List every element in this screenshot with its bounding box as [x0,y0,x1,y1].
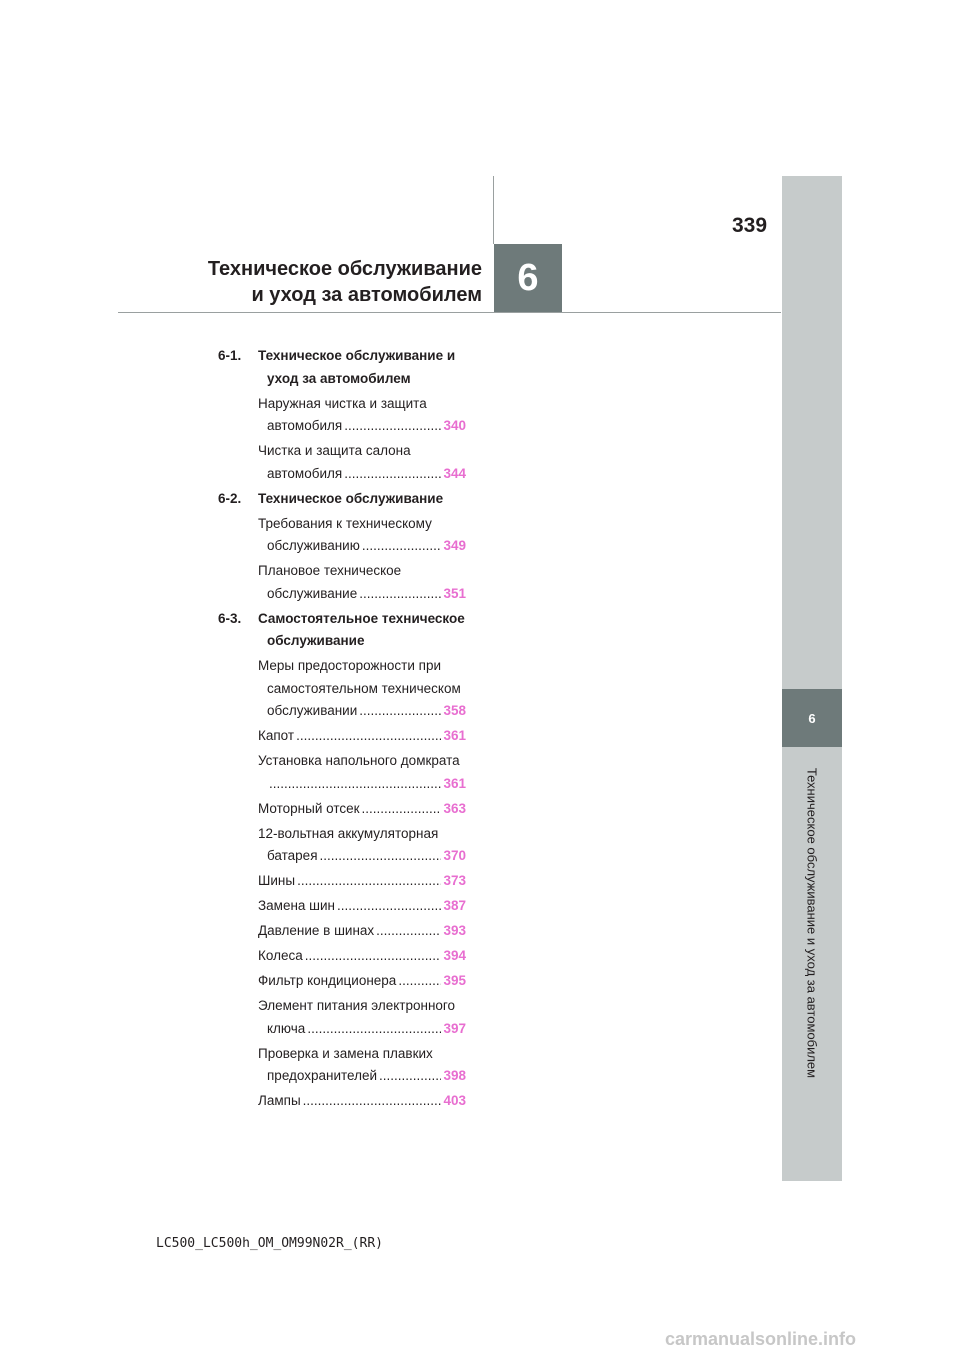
side-tab-label: Техническое обслуживание и уход за автомобилем [804,767,820,1079]
toc-entry[interactable] [218,725,466,748]
toc-entry[interactable] [218,870,466,893]
toc-page-link[interactable]: 361 [443,728,466,743]
header-divider-vertical [493,176,494,244]
toc-entry[interactable] [218,463,466,486]
toc-entry[interactable] [218,945,466,968]
toc-entry[interactable] [218,920,466,943]
toc-section-6-1[interactable] [218,345,466,368]
toc-page-link[interactable]: 387 [443,898,466,913]
toc-page-link[interactable]: 361 [443,775,466,791]
toc-entry[interactable] [218,1090,466,1113]
chapter-title-line1: Техническое обслуживание [207,258,482,280]
toc-page-link[interactable]: 394 [443,948,466,963]
toc-entry-text: Замена шин [258,898,335,913]
toc-entry-text: Лампы [258,1093,301,1108]
toc-entry-text: ключа [267,1020,306,1036]
toc-entry-text: обслуживании [267,703,358,718]
toc-page-link[interactable]: 395 [443,973,466,988]
toc-entry-line[interactable]: Проверка и замена плавких [258,1045,433,1061]
toc-page-link[interactable]: 340 [443,418,466,433]
toc-section-6-2[interactable] [218,488,466,511]
side-tab-upper [782,176,842,689]
toc-entry-text: обслуживанию [267,538,360,553]
chapter-number-badge: 6 [494,244,562,312]
toc-entry-text: Моторный отсек [258,800,360,816]
toc-entry-text: Капот [258,728,295,743]
toc-entry[interactable] [218,845,466,868]
document-footer-code: LC500_LC500h_OM_OM99N02R_(RR) [156,1236,383,1251]
toc-section-title: Самостоятельное техническое [258,610,465,626]
toc-entry[interactable] [218,773,466,796]
toc-page-link[interactable]: 403 [443,1093,466,1108]
toc-entry-line[interactable]: Требования к техническому [258,515,432,531]
toc-entry-text: Давление в шинах [258,923,375,938]
toc-entry-line[interactable]: самостоятельном техническом [267,680,461,696]
toc-entry-line[interactable]: Элемент питания электронного [258,998,456,1013]
toc-section-number: 6-2. [218,490,242,506]
toc-page-link[interactable]: 397 [443,1020,466,1036]
toc-page-link[interactable]: 349 [443,538,466,553]
page-number: 339 [732,214,768,237]
table-of-contents [218,345,466,1113]
toc-entry-line[interactable]: Чистка и защита салона [258,443,411,458]
watermark: carmanualsonline.info [665,1329,857,1349]
toc-entry-text: автомобиля [267,465,343,481]
chapter-title-line2: и уход за автомобилем [251,284,482,306]
toc-section-number: 6-1. [218,348,242,363]
toc-section-title-cont: обслуживание [267,633,365,648]
toc-entry-line[interactable]: Плановое техническое [258,563,402,578]
toc-section-title: Техническое обслуживание [258,490,444,506]
toc-page-link[interactable]: 363 [443,800,466,816]
toc-entry[interactable] [218,1065,466,1088]
toc-entry[interactable] [218,535,466,558]
toc-page-link[interactable]: 344 [443,465,466,481]
toc-section-number: 6-3. [218,610,242,626]
toc-page-link[interactable]: 398 [443,1068,466,1083]
toc-page-link[interactable]: 370 [443,848,466,863]
toc-page-link[interactable]: 373 [443,873,466,888]
toc-entry-text: автомобиля [267,418,343,433]
toc-entry-text: обслуживание [267,585,358,601]
toc-entry-line[interactable]: Установка напольного домкрата [258,753,460,768]
toc-section-title-cont: уход за автомобилем [267,370,411,386]
toc-entry[interactable] [218,798,466,821]
chapter-title [208,256,482,308]
toc-entry[interactable] [218,700,466,723]
toc-entry[interactable] [218,583,466,606]
toc-entry-text: Фильтр кондиционера [258,973,397,988]
header-divider-horizontal [118,312,781,313]
toc-page-link[interactable]: 358 [443,703,466,718]
toc-entry[interactable] [218,895,466,918]
toc-entry-text: Шины [258,873,296,888]
toc-entry-line[interactable]: 12-вольтная аккумуляторная [258,825,439,841]
toc-section-title: Техническое обслуживание и [258,348,456,363]
toc-entry[interactable] [218,970,466,993]
toc-entry-text: предохранителей [267,1068,378,1083]
side-tab-number[interactable]: 6 [782,689,842,747]
toc-entry[interactable] [218,415,466,438]
toc-entry-text: батарея [267,848,318,863]
toc-section-6-3[interactable] [218,608,466,631]
toc-page-link[interactable]: 351 [443,585,466,601]
toc-entry[interactable] [218,1018,466,1041]
toc-entry-text: Колеса [258,948,303,963]
toc-entry-line[interactable]: Меры предосторожности при [258,658,442,673]
toc-entry-line[interactable]: Наружная чистка и защита [258,395,427,411]
toc-page-link[interactable]: 393 [443,923,466,938]
